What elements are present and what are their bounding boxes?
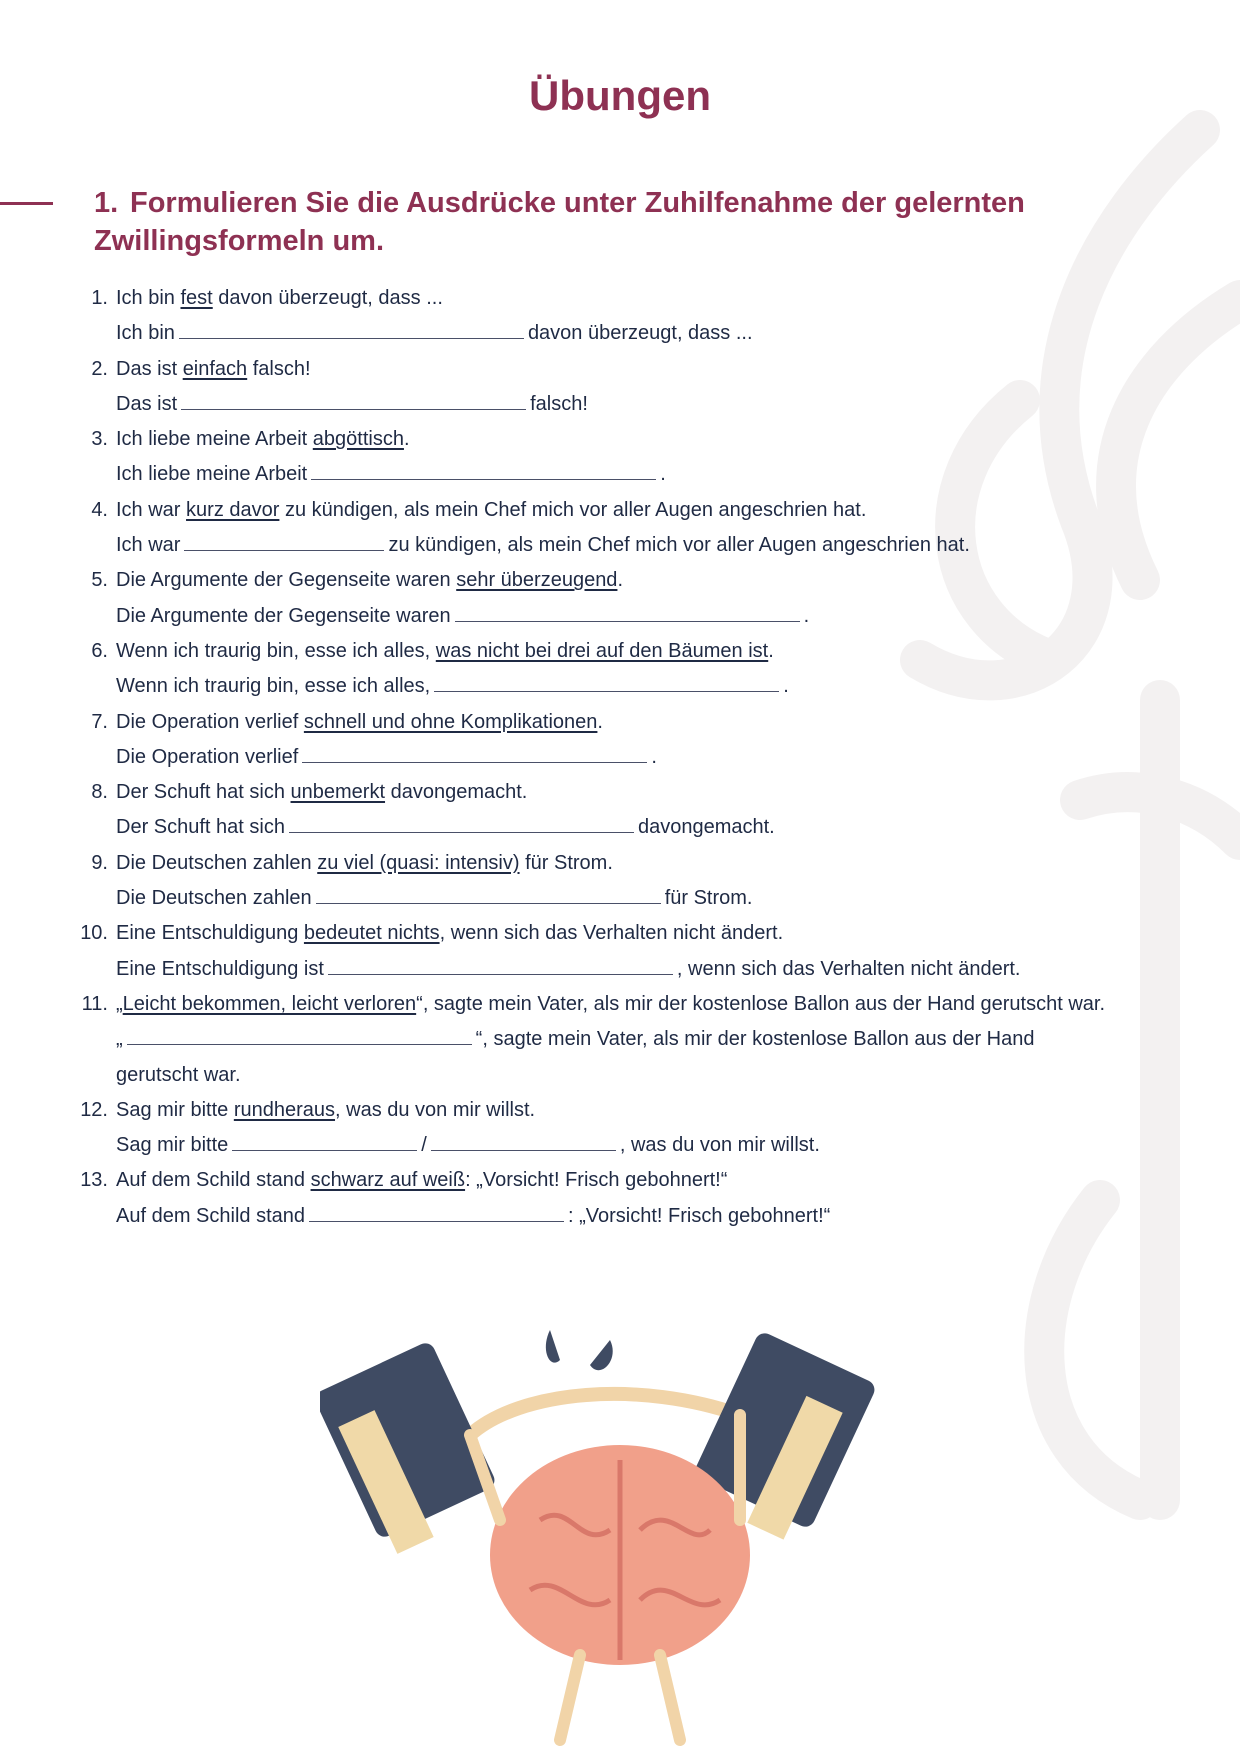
item-number: 12. xyxy=(80,1098,108,1121)
sentence-text: Das ist xyxy=(116,357,183,380)
underlined-expression: bedeutet nichts xyxy=(303,922,440,945)
original-sentence xyxy=(116,422,1122,457)
sentence-text: Die Argumente der Gegenseite waren xyxy=(116,604,451,627)
answer-blank[interactable] xyxy=(316,885,661,904)
sentence-text: Die Deutschen zahlen xyxy=(116,887,312,910)
item-number: 9. xyxy=(91,851,108,874)
answer-blank[interactable] xyxy=(311,461,656,480)
original-sentence xyxy=(116,775,1122,810)
underlined-expression: rundheraus xyxy=(233,1098,336,1121)
underlined-expression: kurz davor xyxy=(186,498,280,521)
sentence-text: Das ist xyxy=(116,392,178,415)
exercise-item xyxy=(72,1163,1122,1234)
sentence-text: Wenn ich traurig bin, esse ich alles, xyxy=(116,639,436,662)
sentence-text: „ xyxy=(116,1028,123,1051)
sentence-text: / xyxy=(421,1134,427,1157)
answer-blank[interactable] xyxy=(302,744,647,763)
section-rule xyxy=(0,202,53,205)
exercise-instruction: Formulieren Sie die Ausdrücke unter Zuhilfenahme der gelernten Zwillingsformeln um. xyxy=(94,187,1025,257)
sentence-text: . xyxy=(660,463,666,486)
exercise-item xyxy=(72,634,1122,705)
exercise-item xyxy=(72,1093,1122,1164)
original-sentence xyxy=(116,634,1122,669)
exercise-number: 1. xyxy=(94,187,119,219)
answer-blank[interactable] xyxy=(179,320,524,339)
underlined-expression: Leicht bekommen, leicht verloren xyxy=(122,992,417,1015)
sentence-text: Der Schuft hat sich xyxy=(116,781,291,804)
original-sentence xyxy=(116,1093,1122,1128)
sentence-text: . xyxy=(597,710,603,733)
item-number: 1. xyxy=(91,287,108,309)
sentence-text: , was du von mir willst. xyxy=(335,1098,536,1121)
answer-blank[interactable] xyxy=(328,956,673,975)
item-number: 10. xyxy=(80,922,108,945)
underlined-expression: fest xyxy=(180,287,213,309)
underlined-expression: zu viel (quasi: intensiv) xyxy=(317,851,520,874)
sentence-text: „ xyxy=(116,992,123,1015)
answer-blank[interactable] xyxy=(181,391,526,410)
underlined-expression: unbemerkt xyxy=(290,781,386,804)
sentence-text: falsch! xyxy=(530,392,588,415)
exercise-heading xyxy=(94,184,1114,260)
sentence-text: Auf dem Schild stand xyxy=(116,1169,311,1192)
sentence-text: davongemacht. xyxy=(637,816,775,839)
page-title: Übungen xyxy=(529,72,711,119)
sentence-text: falsch! xyxy=(247,357,311,380)
brain-lifting-books-illustration xyxy=(320,1320,920,1750)
item-number: 6. xyxy=(91,639,108,662)
exercise-item xyxy=(72,916,1122,987)
sentence-text: Auf dem Schild stand xyxy=(116,1204,305,1227)
sentence-text: Die Deutschen zahlen xyxy=(116,851,318,874)
item-number: 3. xyxy=(91,428,108,451)
original-sentence xyxy=(116,493,1122,528)
item-number: 4. xyxy=(91,498,108,521)
original-sentence xyxy=(116,352,1122,387)
exercise-list xyxy=(72,281,1122,1234)
sentence-text: Ich war xyxy=(116,498,187,521)
answer-blank[interactable] xyxy=(232,1132,417,1151)
sentence-text: , was du von mir willst. xyxy=(619,1134,820,1157)
rewrite-sentence xyxy=(116,1199,1122,1234)
rewrite-sentence xyxy=(116,669,1122,704)
original-sentence xyxy=(116,916,1122,951)
sentence-text: . xyxy=(651,745,657,768)
item-number: 11. xyxy=(81,992,108,1015)
item-number: 5. xyxy=(91,569,108,592)
sentence-text: “, sagte mein Vater, als mir der kostenlose Ballon aus der Hand gerutscht war. xyxy=(416,992,1106,1015)
sentence-text: . xyxy=(768,639,774,662)
exercise-item xyxy=(72,987,1122,1093)
sentence-text: Die Operation verlief xyxy=(116,710,304,733)
item-number: 8. xyxy=(91,781,108,804)
rewrite-sentence xyxy=(116,740,1122,775)
exercise-item xyxy=(72,775,1122,846)
sentence-text: . xyxy=(617,569,623,592)
original-sentence xyxy=(116,281,1122,316)
sentence-text: Der Schuft hat sich xyxy=(116,816,285,839)
original-sentence xyxy=(116,1163,1122,1198)
underlined-expression: schwarz auf weiß xyxy=(310,1169,466,1192)
exercise-item xyxy=(72,705,1122,776)
answer-blank[interactable] xyxy=(289,814,634,833)
underlined-expression: einfach xyxy=(182,357,248,380)
rewrite-sentence xyxy=(116,881,1122,916)
underlined-expression: schnell und ohne Komplikationen xyxy=(303,710,598,733)
sentence-text: . xyxy=(783,675,789,698)
sentence-text: davon überzeugt, dass ... xyxy=(527,322,753,345)
item-number: 7. xyxy=(91,710,108,733)
rewrite-sentence xyxy=(116,952,1122,987)
rewrite-sentence xyxy=(116,316,1122,351)
sentence-text: zu kündigen, als mein Chef mich vor aller Augen angeschrien hat. xyxy=(388,534,970,557)
sentence-text: davongemacht. xyxy=(385,781,528,804)
exercise-item xyxy=(72,563,1122,634)
sentence-text: Wenn ich traurig bin, esse ich alles, xyxy=(116,675,431,698)
underlined-expression: sehr überzeugend xyxy=(456,569,618,592)
rewrite-sentence xyxy=(116,457,1122,492)
sentence-text: für Strom. xyxy=(519,851,613,874)
rewrite-sentence xyxy=(116,1128,1122,1163)
sentence-text: Die Operation verlief xyxy=(116,745,299,768)
answer-blank[interactable] xyxy=(127,1026,472,1045)
original-sentence xyxy=(116,846,1122,881)
sentence-text: Ich war xyxy=(116,534,181,557)
answer-blank[interactable] xyxy=(184,532,384,551)
item-number: 2. xyxy=(91,357,108,380)
sentence-text: : „Vorsicht! Frisch gebohnert!“ xyxy=(568,1204,831,1227)
sentence-text: , wenn sich das Verhalten nicht ändert. xyxy=(676,957,1021,980)
rewrite-sentence xyxy=(116,528,1122,563)
sentence-text: Eine Entschuldigung xyxy=(116,922,304,945)
sentence-text: Ich liebe meine Arbeit xyxy=(116,428,313,451)
answer-blank[interactable] xyxy=(309,1203,564,1222)
sentence-text: . xyxy=(403,428,410,451)
exercise-item xyxy=(72,846,1122,917)
exercise-item xyxy=(72,281,1122,352)
original-sentence xyxy=(116,705,1122,740)
underlined-expression: was nicht bei drei auf den Bäumen ist xyxy=(435,639,769,662)
rewrite-sentence xyxy=(116,599,1122,634)
underlined-expression: abgöttisch xyxy=(312,428,404,451)
answer-blank[interactable] xyxy=(434,673,779,692)
sentence-text: Sag mir bitte xyxy=(116,1098,234,1121)
rewrite-sentence xyxy=(116,387,1122,422)
sentence-text: Ich liebe meine Arbeit xyxy=(116,463,308,486)
answer-blank[interactable] xyxy=(455,603,800,622)
exercise-item xyxy=(72,352,1122,423)
original-sentence xyxy=(116,987,1122,1022)
sentence-text: . xyxy=(803,604,810,627)
exercise-item xyxy=(72,493,1122,564)
sentence-text: Ich bin xyxy=(116,287,181,309)
sentence-text: Ich bin xyxy=(116,322,175,345)
rewrite-sentence xyxy=(116,810,1122,845)
item-number: 13. xyxy=(80,1169,108,1192)
original-sentence xyxy=(116,563,1122,598)
rewrite-sentence xyxy=(116,1022,1122,1093)
exercise-item xyxy=(72,422,1122,493)
sentence-text: Die Argumente der Gegenseite waren xyxy=(116,569,457,592)
answer-blank[interactable] xyxy=(431,1132,616,1151)
sentence-text: : „Vorsicht! Frisch gebohnert!“ xyxy=(465,1169,728,1192)
sentence-text: Eine Entschuldigung ist xyxy=(116,957,324,980)
sentence-text: zu kündigen, als mein Chef mich vor aller Augen angeschrien hat. xyxy=(279,498,867,521)
sentence-text: für Strom. xyxy=(664,887,753,910)
sentence-text: Sag mir bitte xyxy=(116,1134,229,1157)
sentence-text: davon überzeugt, dass ... xyxy=(212,287,443,309)
sentence-text: , wenn sich das Verhalten nicht ändert. xyxy=(439,922,784,945)
sentence-text: “, sagte mein Vater, als mir der kostenlose Ballon aus der Hand gerutscht war. xyxy=(116,1028,1035,1086)
